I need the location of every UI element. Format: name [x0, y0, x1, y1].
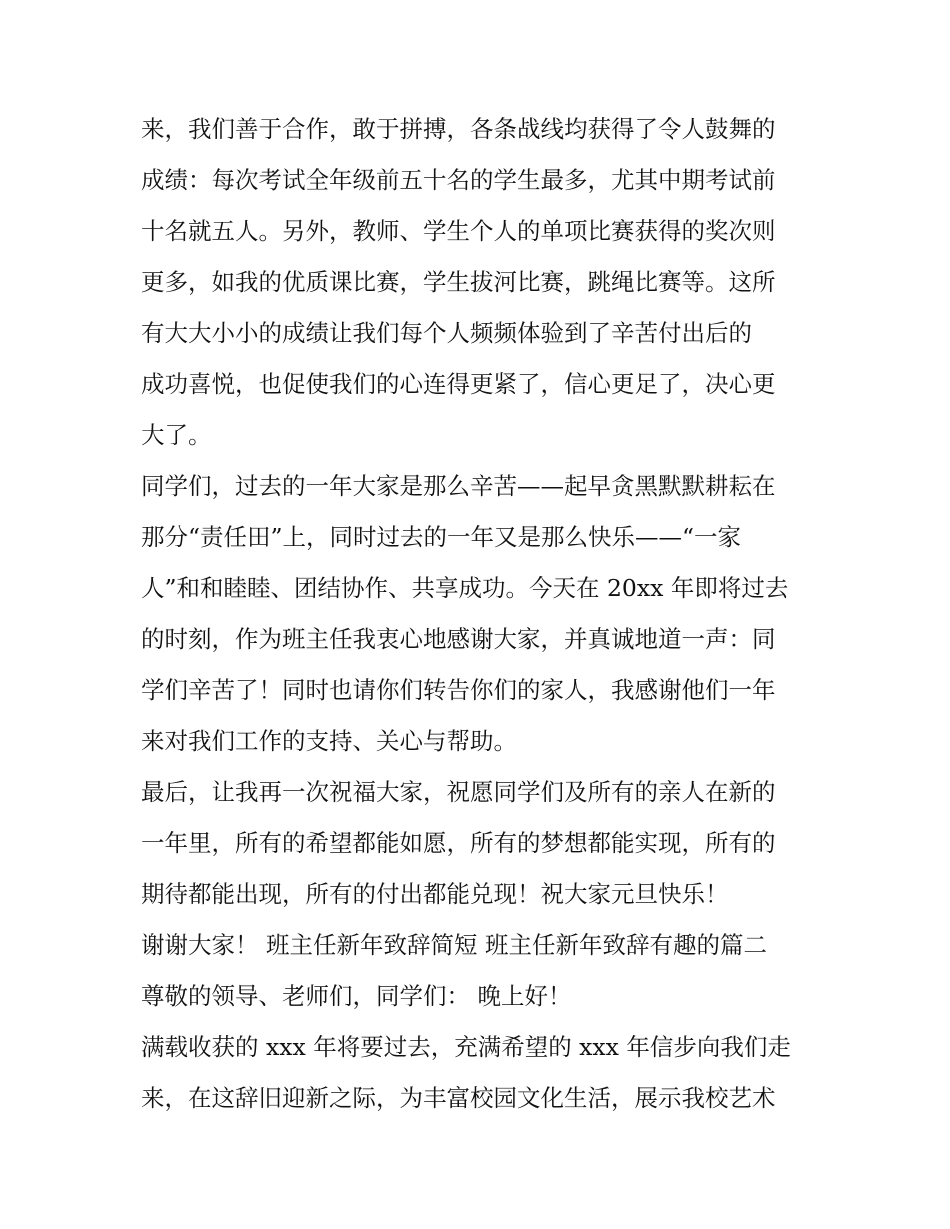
text-line-6: 成功喜悦，也促使我们的心连得更紧了，信心更足了，决心更	[141, 370, 776, 398]
text-line-16: 期待都能出现，所有的付出都能兑现！祝大家元旦快乐！	[141, 880, 729, 908]
text-line-2: 成绩：每次考试全年级前五十名的学生最多，尤其中期考试前	[141, 166, 776, 194]
text-line-8: 同学们，过去的一年大家是那么辛苦——起早贪黑默默耕耘在	[141, 472, 776, 500]
text-line-9: 那分“责任田”上，同时过去的一年又是那么快乐——“一家	[141, 523, 742, 551]
text-line-11: 的时刻，作为班主任我衷心地感谢大家，并真诚地道一声：同	[141, 625, 776, 653]
text-line-17: 谢谢大家！ 班主任新年致辞简短 班主任新年致辞有趣的篇二	[141, 931, 767, 959]
text-line-14: 最后，让我再一次祝福大家，祝愿同学们及所有的亲人在新的	[141, 778, 776, 806]
text-line-18: 尊敬的领导、老师们，同学们： 晚上好！	[141, 982, 572, 1010]
text-line-13: 来对我们工作的支持、关心与帮助。	[141, 727, 517, 755]
text-line-5: 有大大小小的成绩让我们每个人频频体验到了辛苦付出后的	[141, 319, 752, 347]
text-line-1: 来，我们善于合作，敢于拼搏，各条战线均获得了令人鼓舞的	[141, 115, 776, 143]
text-line-7: 大了。	[141, 421, 212, 449]
text-line-4: 更多，如我的优质课比赛，学生拔河比赛，跳绳比赛等。这所	[141, 268, 776, 296]
text-line-12: 学们辛苦了！同时也请你们转告你们的家人，我感谢他们一年	[141, 676, 776, 704]
document-text-body	[141, 104, 821, 1124]
text-line-3: 十名就五人。另外，教师、学生个人的单项比赛获得的奖次则	[141, 217, 776, 245]
text-line-20: 来，在这辞旧迎新之际，为丰富校园文化生活，展示我校艺术	[141, 1084, 776, 1112]
text-line-15: 一年里，所有的希望都能如愿，所有的梦想都能实现，所有的	[141, 829, 776, 857]
text-line-10: 人”和和睦睦、团结协作、共享成功。今天在 20xx 年即将过去	[141, 574, 789, 602]
text-line-19: 满载收获的 xxx 年将要过去，充满希望的 xxx 年信步向我们走	[141, 1033, 791, 1061]
